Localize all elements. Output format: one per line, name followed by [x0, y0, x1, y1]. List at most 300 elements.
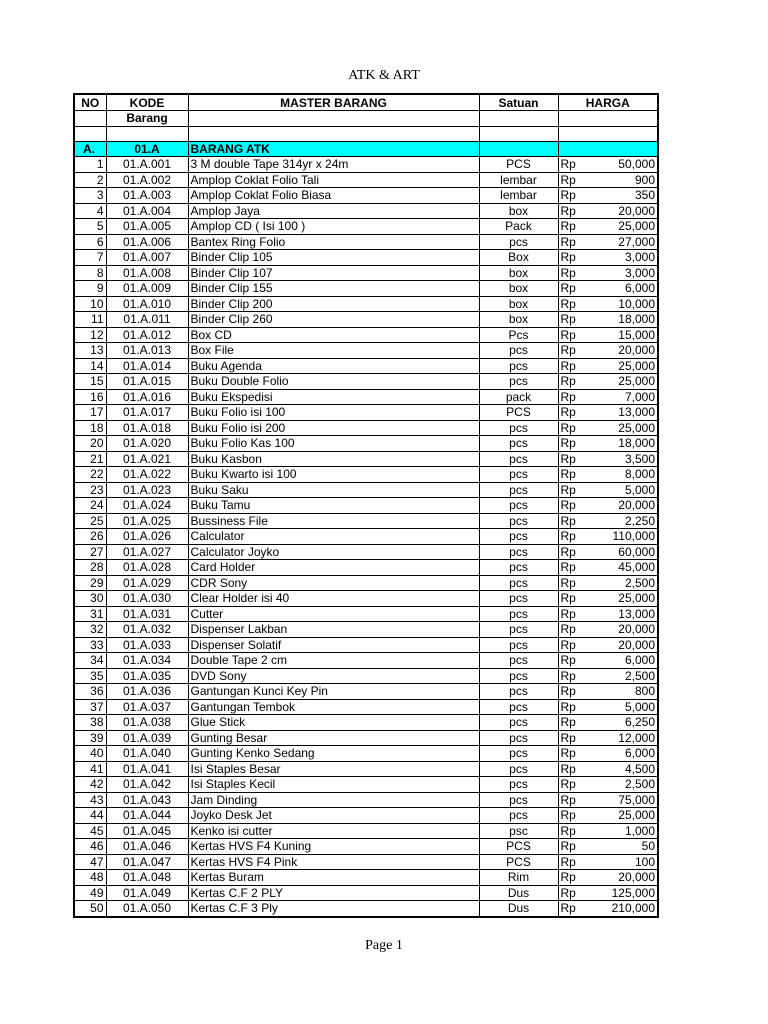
row-currency: Rp [558, 622, 586, 638]
row-no: 10 [74, 296, 106, 312]
row-kode: 01.A.005 [106, 219, 188, 235]
row-kode: 01.A.034 [106, 653, 188, 669]
spacer-cell [479, 126, 558, 141]
row-satuan: pcs [479, 746, 558, 762]
row-kode: 01.A.023 [106, 482, 188, 498]
row-harga: 10,000 [586, 296, 658, 312]
section-code: 01.A [106, 141, 188, 157]
table-row [74, 498, 658, 514]
row-currency: Rp [558, 374, 586, 390]
section-name: BARANG ATK [188, 141, 479, 157]
row-name: Kertas Buram [188, 870, 479, 886]
table-row [74, 839, 658, 855]
header-sub-empty [188, 111, 479, 127]
row-currency: Rp [558, 327, 586, 343]
row-satuan: box [479, 281, 558, 297]
row-harga: 15,000 [586, 327, 658, 343]
row-name: Gantungan Kunci Key Pin [188, 684, 479, 700]
row-satuan: pcs [479, 591, 558, 607]
row-name: Binder Clip 260 [188, 312, 479, 328]
row-kode: 01.A.018 [106, 420, 188, 436]
item-table [73, 93, 659, 918]
row-harga: 7,000 [586, 389, 658, 405]
table-row [74, 482, 658, 498]
row-harga: 18,000 [586, 436, 658, 452]
table-row [74, 668, 658, 684]
row-satuan: pcs [479, 451, 558, 467]
row-no: 3 [74, 188, 106, 204]
table-row [74, 761, 658, 777]
row-currency: Rp [558, 250, 586, 266]
row-currency: Rp [558, 420, 586, 436]
row-name: Buku Folio isi 100 [188, 405, 479, 421]
row-currency: Rp [558, 498, 586, 514]
table-row [74, 172, 658, 188]
row-no: 28 [74, 560, 106, 576]
row-kode: 01.A.010 [106, 296, 188, 312]
row-no: 23 [74, 482, 106, 498]
row-satuan: pcs [479, 467, 558, 483]
row-no: 15 [74, 374, 106, 390]
row-no: 40 [74, 746, 106, 762]
table-row [74, 622, 658, 638]
row-harga: 6,250 [586, 715, 658, 731]
page-title: ATK & ART [348, 68, 420, 83]
row-satuan: pcs [479, 234, 558, 250]
row-harga: 50,000 [586, 157, 658, 173]
row-currency: Rp [558, 436, 586, 452]
row-satuan: pcs [479, 653, 558, 669]
row-currency: Rp [558, 823, 586, 839]
row-kode: 01.A.011 [106, 312, 188, 328]
row-name: Dispenser Solatif [188, 637, 479, 653]
row-name: Buku Folio isi 200 [188, 420, 479, 436]
table-row [74, 250, 658, 266]
table-row [74, 529, 658, 545]
row-satuan: pcs [479, 637, 558, 653]
row-kode: 01.A.036 [106, 684, 188, 700]
row-name: 3 M double Tape 314yr x 24m [188, 157, 479, 173]
table-row [74, 513, 658, 529]
row-name: Kertas C.F 3 Ply [188, 901, 479, 917]
row-harga: 13,000 [586, 606, 658, 622]
row-kode: 01.A.041 [106, 761, 188, 777]
row-satuan: pcs [479, 482, 558, 498]
header-satuan: Satuan [479, 94, 558, 111]
row-name: Buku Ekspedisi [188, 389, 479, 405]
row-currency: Rp [558, 358, 586, 374]
row-currency: Rp [558, 203, 586, 219]
row-currency: Rp [558, 637, 586, 653]
row-harga: 100 [586, 854, 658, 870]
row-currency: Rp [558, 234, 586, 250]
row-no: 14 [74, 358, 106, 374]
row-currency: Rp [558, 839, 586, 855]
row-currency: Rp [558, 467, 586, 483]
row-satuan: pcs [479, 343, 558, 359]
row-name: Kertas HVS F4 Pink [188, 854, 479, 870]
row-no: 8 [74, 265, 106, 281]
row-satuan: pcs [479, 575, 558, 591]
row-kode: 01.A.042 [106, 777, 188, 793]
row-harga: 5,000 [586, 699, 658, 715]
header-sub-empty [74, 111, 106, 127]
header-master-barang: MASTER BARANG [188, 94, 479, 111]
table-row [74, 389, 658, 405]
row-no: 1 [74, 157, 106, 173]
row-kode: 01.A.048 [106, 870, 188, 886]
row-kode: 01.A.004 [106, 203, 188, 219]
row-satuan: pcs [479, 622, 558, 638]
row-name: Isi Staples Besar [188, 761, 479, 777]
row-harga: 27,000 [586, 234, 658, 250]
row-name: Amplop Coklat Folio Biasa [188, 188, 479, 204]
row-satuan: lembar [479, 188, 558, 204]
row-currency: Rp [558, 389, 586, 405]
table-row [74, 560, 658, 576]
spacer-cell [74, 126, 106, 141]
row-no: 18 [74, 420, 106, 436]
row-currency: Rp [558, 281, 586, 297]
row-harga: 4,500 [586, 761, 658, 777]
row-no: 31 [74, 606, 106, 622]
row-name: Binder Clip 107 [188, 265, 479, 281]
row-name: Buku Tamu [188, 498, 479, 514]
row-currency: Rp [558, 591, 586, 607]
row-name: Buku Folio Kas 100 [188, 436, 479, 452]
row-harga: 2,500 [586, 668, 658, 684]
row-satuan: psc [479, 823, 558, 839]
row-harga: 6,000 [586, 281, 658, 297]
row-currency: Rp [558, 606, 586, 622]
table-row [74, 575, 658, 591]
row-name: Double Tape 2 cm [188, 653, 479, 669]
row-satuan: PCS [479, 157, 558, 173]
row-currency: Rp [558, 265, 586, 281]
row-kode: 01.A.022 [106, 467, 188, 483]
table-row [74, 653, 658, 669]
row-currency: Rp [558, 653, 586, 669]
table-row [74, 885, 658, 901]
header-row [74, 94, 658, 111]
row-name: Gunting Kenko Sedang [188, 746, 479, 762]
row-no: 24 [74, 498, 106, 514]
row-currency: Rp [558, 901, 586, 917]
spacer-cell [558, 126, 658, 141]
table-row [74, 854, 658, 870]
header-subrow [74, 111, 658, 127]
table-row [74, 777, 658, 793]
row-name: Amplop CD ( Isi 100 ) [188, 219, 479, 235]
row-kode: 01.A.017 [106, 405, 188, 421]
row-kode: 01.A.038 [106, 715, 188, 731]
row-no: 26 [74, 529, 106, 545]
spacer-cell [188, 126, 479, 141]
row-name: Buku Agenda [188, 358, 479, 374]
table-row [74, 467, 658, 483]
row-name: Buku Saku [188, 482, 479, 498]
row-no: 41 [74, 761, 106, 777]
row-harga: 800 [586, 684, 658, 700]
row-currency: Rp [558, 296, 586, 312]
row-name: Amplop Coklat Folio Tali [188, 172, 479, 188]
row-harga: 13,000 [586, 405, 658, 421]
row-harga: 3,000 [586, 250, 658, 266]
table-row [74, 901, 658, 917]
row-harga: 25,000 [586, 219, 658, 235]
row-satuan: box [479, 203, 558, 219]
row-kode: 01.A.037 [106, 699, 188, 715]
row-satuan: pcs [479, 358, 558, 374]
section-row [74, 141, 658, 157]
row-currency: Rp [558, 792, 586, 808]
row-currency: Rp [558, 513, 586, 529]
row-no: 6 [74, 234, 106, 250]
row-satuan: PCS [479, 854, 558, 870]
header-sub-empty [558, 111, 658, 127]
table-row [74, 157, 658, 173]
table-row [74, 203, 658, 219]
row-harga: 50 [586, 839, 658, 855]
row-harga: 2,250 [586, 513, 658, 529]
row-satuan: box [479, 312, 558, 328]
row-currency: Rp [558, 451, 586, 467]
row-no: 29 [74, 575, 106, 591]
row-kode: 01.A.015 [106, 374, 188, 390]
row-name: Kertas HVS F4 Kuning [188, 839, 479, 855]
row-currency: Rp [558, 808, 586, 824]
row-kode: 01.A.007 [106, 250, 188, 266]
row-harga: 5,000 [586, 482, 658, 498]
table-row [74, 606, 658, 622]
row-name: Binder Clip 200 [188, 296, 479, 312]
row-name: Buku Double Folio [188, 374, 479, 390]
row-name: CDR Sony [188, 575, 479, 591]
row-currency: Rp [558, 560, 586, 576]
row-harga: 900 [586, 172, 658, 188]
table-row [74, 808, 658, 824]
row-harga: 12,000 [586, 730, 658, 746]
row-harga: 20,000 [586, 203, 658, 219]
row-kode: 01.A.031 [106, 606, 188, 622]
row-name: DVD Sony [188, 668, 479, 684]
row-name: Kenko isi cutter [188, 823, 479, 839]
row-currency: Rp [558, 405, 586, 421]
row-kode: 01.A.006 [106, 234, 188, 250]
row-no: 30 [74, 591, 106, 607]
row-no: 20 [74, 436, 106, 452]
table-row [74, 684, 658, 700]
row-no: 48 [74, 870, 106, 886]
row-satuan: box [479, 265, 558, 281]
row-no: 32 [74, 622, 106, 638]
row-no: 50 [74, 901, 106, 917]
row-harga: 25,000 [586, 420, 658, 436]
row-name: Binder Clip 155 [188, 281, 479, 297]
row-kode: 01.A.030 [106, 591, 188, 607]
table-row [74, 374, 658, 390]
row-no: 45 [74, 823, 106, 839]
row-currency: Rp [558, 715, 586, 731]
row-no: 36 [74, 684, 106, 700]
row-name: Bussiness File [188, 513, 479, 529]
spacer-cell [106, 126, 188, 141]
table-row [74, 730, 658, 746]
row-satuan: Box [479, 250, 558, 266]
row-currency: Rp [558, 188, 586, 204]
row-no: 13 [74, 343, 106, 359]
row-no: 33 [74, 637, 106, 653]
row-name: Calculator Joyko [188, 544, 479, 560]
table-row [74, 823, 658, 839]
row-name: Cutter [188, 606, 479, 622]
row-currency: Rp [558, 684, 586, 700]
row-name: Amplop Jaya [188, 203, 479, 219]
row-harga: 210,000 [586, 901, 658, 917]
row-harga: 20,000 [586, 637, 658, 653]
row-kode: 01.A.039 [106, 730, 188, 746]
row-name: Dispenser Lakban [188, 622, 479, 638]
row-name: Kertas C.F 2 PLY [188, 885, 479, 901]
row-satuan: pack [479, 389, 558, 405]
row-harga: 6,000 [586, 746, 658, 762]
row-harga: 20,000 [586, 622, 658, 638]
row-no: 9 [74, 281, 106, 297]
table-row [74, 451, 658, 467]
row-currency: Rp [558, 761, 586, 777]
row-name: Joyko Desk Jet [188, 808, 479, 824]
row-kode: 01.A.025 [106, 513, 188, 529]
row-harga: 45,000 [586, 560, 658, 576]
row-name: Bantex Ring Folio [188, 234, 479, 250]
row-harga: 110,000 [586, 529, 658, 545]
row-no: 12 [74, 327, 106, 343]
header-kode-barang: Barang [106, 111, 188, 127]
row-kode: 01.A.045 [106, 823, 188, 839]
row-kode: 01.A.012 [106, 327, 188, 343]
table-row [74, 436, 658, 452]
row-harga: 25,000 [586, 591, 658, 607]
row-satuan: pcs [479, 513, 558, 529]
row-satuan: Pack [479, 219, 558, 235]
row-kode: 01.A.014 [106, 358, 188, 374]
row-no: 35 [74, 668, 106, 684]
row-kode: 01.A.044 [106, 808, 188, 824]
row-no: 16 [74, 389, 106, 405]
row-satuan: PCS [479, 839, 558, 855]
row-kode: 01.A.003 [106, 188, 188, 204]
spacer-row [74, 126, 658, 141]
table-row [74, 296, 658, 312]
row-satuan: Dus [479, 885, 558, 901]
row-currency: Rp [558, 854, 586, 870]
row-no: 37 [74, 699, 106, 715]
row-no: 22 [74, 467, 106, 483]
row-no: 4 [74, 203, 106, 219]
table-row [74, 870, 658, 886]
row-kode: 01.A.047 [106, 854, 188, 870]
section-empty [479, 141, 558, 157]
row-currency: Rp [558, 777, 586, 793]
row-currency: Rp [558, 343, 586, 359]
table-row [74, 234, 658, 250]
row-harga: 20,000 [586, 870, 658, 886]
table-row [74, 405, 658, 421]
row-no: 42 [74, 777, 106, 793]
row-no: 44 [74, 808, 106, 824]
row-harga: 3,500 [586, 451, 658, 467]
row-harga: 350 [586, 188, 658, 204]
row-no: 43 [74, 792, 106, 808]
row-currency: Rp [558, 312, 586, 328]
row-name: Calculator [188, 529, 479, 545]
row-name: Card Holder [188, 560, 479, 576]
table-row [74, 420, 658, 436]
row-kode: 01.A.008 [106, 265, 188, 281]
row-currency: Rp [558, 482, 586, 498]
row-harga: 8,000 [586, 467, 658, 483]
row-harga: 25,000 [586, 358, 658, 374]
row-satuan: box [479, 296, 558, 312]
row-harga: 20,000 [586, 498, 658, 514]
row-kode: 01.A.024 [106, 498, 188, 514]
row-currency: Rp [558, 172, 586, 188]
row-kode: 01.A.050 [106, 901, 188, 917]
row-no: 38 [74, 715, 106, 731]
row-satuan: pcs [479, 777, 558, 793]
row-no: 47 [74, 854, 106, 870]
header-harga: HARGA [558, 94, 658, 111]
row-harga: 25,000 [586, 374, 658, 390]
row-currency: Rp [558, 699, 586, 715]
row-kode: 01.A.013 [106, 343, 188, 359]
row-satuan: PCS [479, 405, 558, 421]
row-harga: 75,000 [586, 792, 658, 808]
row-name: Gunting Besar [188, 730, 479, 746]
table-row [74, 792, 658, 808]
row-no: 39 [74, 730, 106, 746]
row-currency: Rp [558, 529, 586, 545]
row-name: Box File [188, 343, 479, 359]
table-row [74, 715, 658, 731]
row-currency: Rp [558, 870, 586, 886]
row-name: Glue Stick [188, 715, 479, 731]
row-currency: Rp [558, 885, 586, 901]
row-kode: 01.A.040 [106, 746, 188, 762]
table-row [74, 188, 658, 204]
row-satuan: pcs [479, 730, 558, 746]
row-satuan: pcs [479, 420, 558, 436]
row-satuan: Pcs [479, 327, 558, 343]
row-no: 11 [74, 312, 106, 328]
row-no: 2 [74, 172, 106, 188]
row-harga: 3,000 [586, 265, 658, 281]
row-name: Isi Staples Kecil [188, 777, 479, 793]
row-kode: 01.A.032 [106, 622, 188, 638]
row-harga: 60,000 [586, 544, 658, 560]
row-name: Box CD [188, 327, 479, 343]
row-name: Jam Dinding [188, 792, 479, 808]
row-satuan: lembar [479, 172, 558, 188]
row-name: Buku Kasbon [188, 451, 479, 467]
row-kode: 01.A.020 [106, 436, 188, 452]
row-satuan: pcs [479, 498, 558, 514]
header-kode: KODE [106, 94, 188, 111]
row-no: 49 [74, 885, 106, 901]
row-satuan: pcs [479, 808, 558, 824]
row-name: Gantungan Tembok [188, 699, 479, 715]
row-harga: 20,000 [586, 343, 658, 359]
